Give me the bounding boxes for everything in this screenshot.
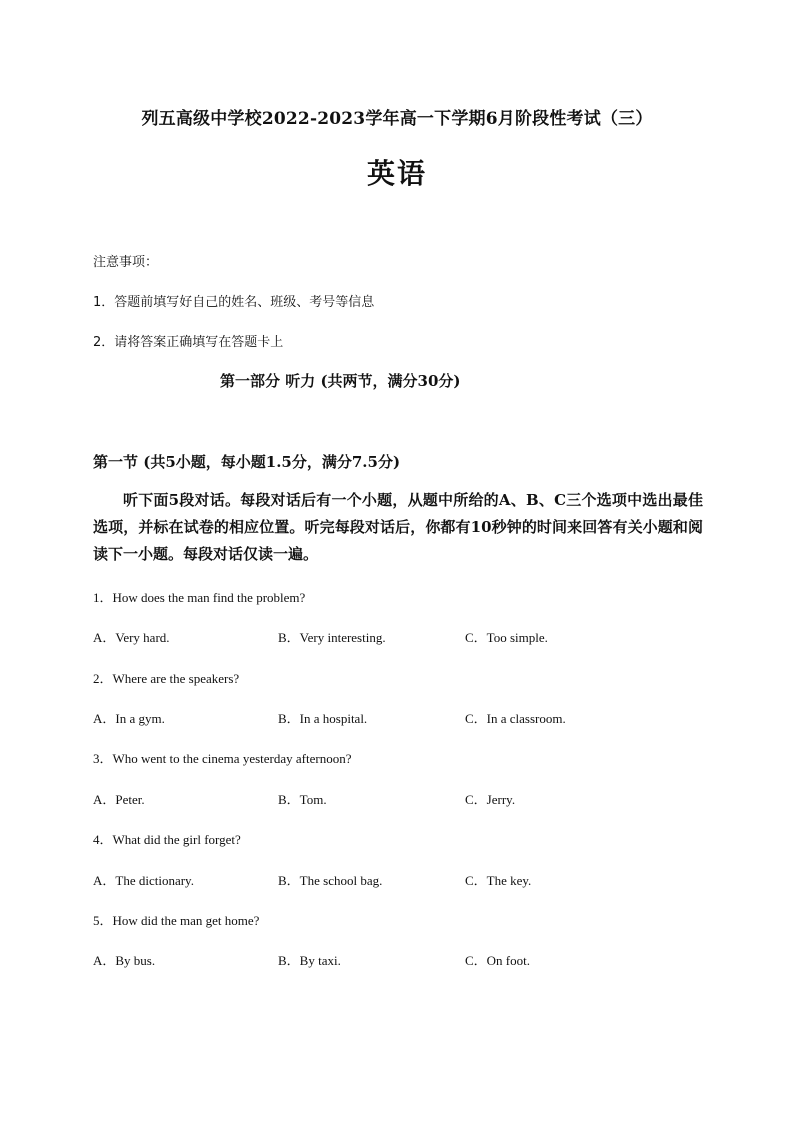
option-b: B．By taxi. [278, 953, 341, 968]
note-item: 1．答题前填写好自己的姓名、班级、考号等信息 [93, 295, 375, 310]
option-b: B．Very interesting. [278, 630, 386, 645]
option-b: B．Tom. [278, 792, 327, 807]
section-title: 第一节 (共5小题，每小题1.5分，满分7.5分) [93, 453, 401, 471]
question-stem: 5．How did the man get home? [93, 913, 260, 928]
question-stem: 1．How does the man find the problem? [93, 590, 306, 605]
option-a: A．Very hard. [93, 630, 170, 645]
question-stem: 3．Who went to the cinema yesterday afternoon? [93, 751, 352, 766]
note-item: 2．请将答案正确填写在答题卡上 [93, 335, 284, 350]
option-b: B．The school bag. [278, 873, 383, 888]
question-stem: 4．What did the girl forget? [93, 832, 241, 847]
section-instructions: 听下面5段对话。每段对话后有一个小题，从题中所给的A、B、C三个选项中选出最佳选项，并标在试卷的相应位置。听完每段对话后，你都有10秒钟的时间来回答有关小题和阅读下一小题。每段对话仅读一遍。 [93, 491, 703, 563]
option-b: B．In a hospital. [278, 711, 368, 726]
option-c: C．Jerry. [465, 792, 516, 807]
option-c: C．In a classroom. [465, 711, 566, 726]
option-a: A．Peter. [93, 792, 145, 807]
option-a: A．The dictionary. [93, 873, 194, 888]
option-a: A．By bus. [93, 953, 156, 968]
exam-title: 列五高级中学校2022-2023学年高一下学期6月阶段性考试（三） [141, 109, 653, 129]
question-stem: 2．Where are the speakers? [93, 671, 240, 686]
subject-title: 英语 [366, 157, 427, 190]
part-title: 第一部分 听力 (共两节，满分30分) [220, 372, 461, 390]
option-a: A．In a gym. [93, 711, 165, 726]
option-c: C．The key. [465, 873, 532, 888]
option-c: C．Too simple. [465, 630, 548, 645]
notes-heading: 注意事项： [93, 255, 159, 270]
option-c: C．On foot. [465, 953, 531, 968]
